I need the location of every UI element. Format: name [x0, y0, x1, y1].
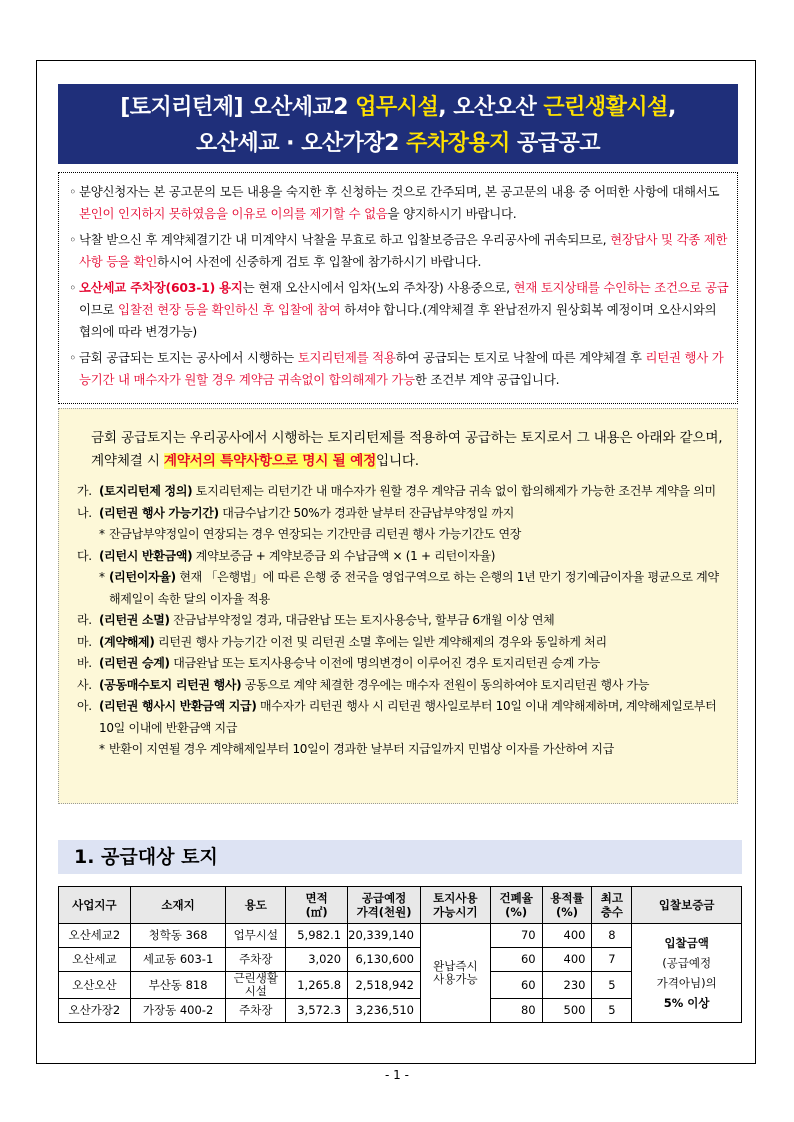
title-segment: [토지리턴제] 오산세교2 [120, 95, 356, 120]
definition-body: 잔금납부약정일이 연장되는 경우 연장되는 기간만큼 리턴권 행사 가능기간도 연장 [109, 527, 522, 541]
definition-heading: (토지리턴제 정의) [99, 484, 193, 498]
section-title: 1. 공급대상 토지 [74, 846, 218, 868]
title-segment: 업무시설 [355, 95, 439, 120]
table-cell: 오산세교 [59, 948, 131, 972]
table-cell: 가장동 400-2 [130, 999, 226, 1023]
table-header-cell: 용도 [226, 887, 286, 924]
notice-text: 낙찰 받으신 후 계약체결기간 내 미계약시 낙찰을 무효로 하고 입찰보증금은 우리공사에 귀속되므로, [79, 232, 611, 247]
table-cell: 400 [542, 924, 592, 948]
definition-item [69, 524, 727, 546]
notice-item [69, 277, 729, 343]
bid-deposit-line: 가격아님)의 [656, 976, 717, 990]
notice-text: 이므로 [79, 302, 119, 317]
table-cell: 80 [490, 999, 542, 1023]
notice-text: 본인이 인지하지 못하였음을 이유로 이의를 제기할 수 없음 [79, 206, 388, 221]
bid-deposit-line: (공급예정 [662, 956, 712, 970]
definition-body: 대금수납기간 50%가 경과한 날부터 잔금납부약정일 까지 [218, 505, 515, 520]
notice-text: 하여 공급되는 토지로 낙찰에 따른 계약체결 후 [395, 350, 646, 365]
table-cell: 5 [592, 972, 632, 999]
definition-body: 토지리턴제는 리턴기간 내 매수자가 원할 경우 계약금 귀속 없이 합의해제가 가능한 조건부 계약을 의미 [192, 484, 716, 498]
notice-text: 입찰전 현장 등을 확인하신 후 입찰에 참여 [118, 302, 341, 317]
table-cell: 3,236,510 [348, 999, 421, 1023]
table-cell: 230 [542, 972, 592, 999]
bullet-icon: ◦ [69, 232, 77, 247]
table-cell: 부산동 818 [130, 972, 226, 999]
table-cell: 업무시설 [226, 924, 286, 948]
table-cell: 주차장 [226, 999, 286, 1023]
table-header-cell: 건폐율 (%) [490, 887, 542, 924]
title-segment: , [667, 95, 676, 120]
title-line-2 [58, 126, 738, 162]
notice-box [58, 172, 738, 404]
notice-text: 하시어 사전에 신중하게 검토 후 입찰에 참가하시기 바랍니다. [157, 254, 482, 269]
table-cell: 70 [490, 924, 542, 948]
definition-heading: (리턴시 반환금액) [99, 548, 193, 563]
supply-land-table [58, 886, 742, 1023]
table-row [59, 924, 742, 948]
table-header-cell: 최고 층수 [592, 887, 632, 924]
definition-marker: 사. [77, 677, 92, 692]
table-cell: 5 [592, 999, 632, 1023]
table-cell: 오산세교2 [59, 924, 131, 948]
table-header-cell: 사업지구 [59, 887, 131, 924]
title-segment: 주차장용지 [406, 131, 510, 156]
table-cell: 주차장 [226, 948, 286, 972]
land-use-timing-cell: 완납즉시 사용가능 [420, 924, 490, 1023]
table-cell: 400 [542, 948, 592, 972]
definition-marker: 아. [77, 699, 92, 713]
definition-heading: (리턴권 행사 가능기간) [99, 505, 219, 520]
title-segment: 공급공고 [509, 131, 601, 156]
table-cell: 6,130,600 [348, 948, 421, 972]
definition-heading: (리턴권 승계) [99, 656, 170, 670]
table-cell: 7 [592, 948, 632, 972]
notice-text: 리턴권 행사 가능기간 내 매수자가 원할 경우 계약금 귀속없이 합의해제가 가능 [79, 350, 724, 387]
bullet-icon: ◦ [69, 350, 77, 365]
table-cell: 5,982.1 [286, 924, 348, 948]
definition-marker: * [99, 570, 105, 584]
title-segment: 오산세교 · 오산가장2 [195, 131, 407, 156]
intro-highlight: 계약서의 특약사항으로 명시 될 예정 [163, 453, 377, 469]
definition-item [69, 546, 727, 568]
definition-marker: 마. [77, 634, 92, 649]
table-cell: 2,518,942 [348, 972, 421, 999]
definition-item [69, 610, 727, 632]
notice-text: 을 양지하시기 바랍니다. [387, 206, 517, 221]
definition-heading: (공동매수토지 리턴권 행사) [99, 677, 242, 692]
table-cell: 3,572.3 [286, 999, 348, 1023]
definition-marker: 라. [77, 613, 92, 627]
definition-body: 잔금납부약정일 경과, 대금완납 또는 토지사용승낙, 할부금 6개월 이상 연체 [169, 613, 555, 627]
table-cell: 500 [542, 999, 592, 1023]
table-header-cell: 입찰보증금 [632, 887, 742, 924]
definition-body: 계약보증금 + 계약보증금 외 수납금액 × (1 + 리턴이자율) [192, 548, 496, 563]
table-cell: 오산가장2 [59, 999, 131, 1023]
definition-heading: (리턴권 행사시 반환금액 지급) [99, 699, 257, 713]
table-header-cell: 소재지 [130, 887, 226, 924]
definition-body: 현재 「은행법」에 따른 은행 중 전국을 영업구역으로 하는 은행의 1년 만기 정기예금이자율 평균으로 계약해제일이 속한 달의 이자율 적용 [109, 570, 719, 606]
table-cell: 20,339,140 [348, 924, 421, 948]
bid-deposit-cell [632, 924, 742, 1023]
notice-text: 토지리턴제를 적용 [297, 350, 396, 365]
intro-text-2: 입니다. [376, 453, 419, 469]
land-return-info-box [58, 408, 738, 804]
definition-heading: (계약해제) [99, 634, 155, 649]
table-header-cell: 면적 (㎡) [286, 887, 348, 924]
intro-paragraph [69, 427, 727, 473]
definition-body: 공동으로 계약 체결한 경우에는 매수자 전원이 동의하여야 토지리턴권 행사 가능 [241, 677, 650, 692]
definition-marker: 다. [77, 548, 92, 563]
definition-item [69, 632, 727, 654]
definition-item [69, 696, 727, 739]
title-line-1 [58, 90, 738, 126]
table-cell: 8 [592, 924, 632, 948]
table-cell: 근린생활 시설 [226, 972, 286, 999]
notice-text: 하셔야 합니다.(계약체결 후 완납전까지 원상회복 예정이며 오산시와의 협의에 따라 변경가능) [79, 302, 717, 339]
table-header-row [59, 887, 742, 924]
definition-marker: 나. [77, 505, 92, 520]
definition-marker: 가. [77, 484, 92, 498]
bullet-icon: ◦ [69, 280, 77, 295]
table-cell: 오산오산 [59, 972, 131, 999]
definition-marker: 바. [77, 656, 92, 670]
definition-body: 반환이 지연될 경우 계약해제일부터 10일이 경과한 날부터 지급일까지 민법상 이자를 가산하여 지급 [109, 742, 615, 756]
table-header-cell: 토지사용 가능시기 [420, 887, 490, 924]
definition-marker: * [99, 527, 105, 541]
notice-text: 한 조건부 계약 공급입니다. [414, 372, 560, 387]
notice-text: 분양신청자는 본 공고문의 모든 내용을 숙지한 후 신청하는 것으로 간주되며, 본 공고문의 내용 중 어떠한 사항에 대해서도 [79, 184, 720, 199]
definition-marker: * [99, 742, 105, 756]
intro-text-1: 금회 공급토지는 우리공사에서 시행하는 토지리턴제를 적용하여 공급하는 토지로서 그 내용은 아래와 같으며, 계약체결 시 [91, 430, 723, 469]
table-cell: 3,020 [286, 948, 348, 972]
notice-text: 는 현재 오산시에서 임차(노외 주차장) 사용중으로, [242, 280, 514, 295]
title-segment: , 오산오산 [438, 95, 544, 120]
definition-item [69, 503, 727, 525]
table-cell: 60 [490, 972, 542, 999]
title-segment: 근린생활시설 [543, 95, 668, 120]
table-cell: 청학동 368 [130, 924, 226, 948]
bid-deposit-line: 5% 이상 [663, 996, 710, 1010]
notice-item [69, 347, 729, 391]
notice-text: 현재 토지상태를 수인하는 조건으로 공급 [513, 280, 729, 295]
definition-heading: (리턴이자율) [109, 570, 176, 584]
table-header-cell: 용적률 (%) [542, 887, 592, 924]
table-cell: 1,265.8 [286, 972, 348, 999]
definition-item [69, 739, 727, 761]
definition-heading: (리턴권 소멸) [99, 613, 170, 627]
definition-item [69, 675, 727, 697]
definition-item [69, 567, 727, 610]
definition-body: 대금완납 또는 토지사용승낙 이전에 명의변경이 이루어진 경우 토지리턴권 승계 가능 [169, 656, 601, 670]
notice-item [69, 229, 729, 273]
definition-body: 매수자가 리턴권 행사 시 리턴권 행사일로부터 10일 이내 계약해제하며, 계약해제일로부터 10일 이내에 반환금액 지급 [99, 699, 717, 735]
bullet-icon: ◦ [69, 184, 77, 199]
notice-text: 금회 공급되는 토지는 공사에서 시행하는 [79, 350, 298, 365]
definition-item [69, 481, 727, 503]
definition-item [69, 653, 727, 675]
table-cell: 세교동 603-1 [130, 948, 226, 972]
table-cell: 60 [490, 948, 542, 972]
page-number: - 1 - [385, 1068, 409, 1082]
notice-text: 현장답사 및 각종 제한사항 등을 확인 [79, 232, 728, 269]
announcement-title [58, 84, 738, 164]
definition-list [69, 481, 727, 761]
notice-text: 오산세교 주차장(603-1) 용지 [79, 280, 243, 295]
table-header-cell: 공급예정 가격(천원) [348, 887, 421, 924]
notice-item [69, 181, 729, 225]
bid-deposit-line: 입찰금액 [664, 936, 709, 950]
definition-body: 리턴권 행사 가능기간 이전 및 리턴권 소멸 후에는 일반 계약해제의 경우와 동일하게 처리 [154, 634, 607, 649]
